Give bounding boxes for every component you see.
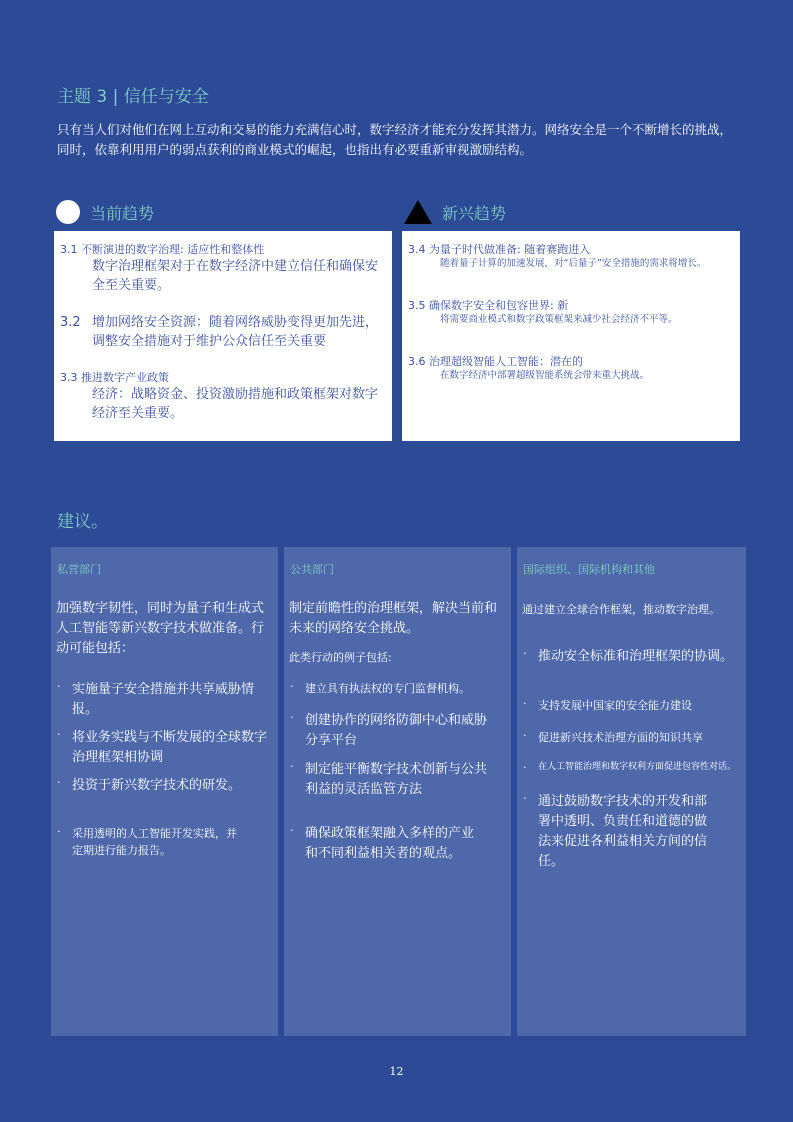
circle-icon — [56, 200, 80, 224]
trend-item-head: 3.4 为量子时代做准备: 随着赛跑进入 — [408, 243, 591, 256]
trend-item — [60, 313, 380, 351]
list-item: · 支持发展中国家的安全能力建设 — [523, 697, 692, 712]
column-heading: 私营部门 — [57, 563, 101, 576]
list-item-text: 将业务实践与不断发展的全球数字治理框架相协调 — [72, 730, 268, 765]
list-item-text: 确保政策框架融入多样的产业和不同利益相关者的观点。 — [305, 826, 475, 861]
current-trends-title: 当前趋势 — [90, 203, 155, 223]
list-item: · 采用透明的人工智能开发实践，并定期进行能力报告。 — [57, 825, 237, 857]
list-item-text: 建立具有执法权的专门监督机构。 — [305, 682, 470, 695]
list-item-text: 实施量子安全措施并共享威胁情报。 — [72, 682, 255, 717]
list-item-text: 创建协作的网络防御中心和威胁分享平台 — [305, 713, 488, 748]
list-item: · 建立具有执法权的专门监督机构。 — [290, 680, 470, 695]
list-item: · 将业务实践与不断发展的全球数字治理框架相协调 — [57, 728, 269, 768]
list-item-text: 推动安全标准和治理框架的协调。 — [538, 649, 734, 664]
list-item: · 制定能平衡数字技术创新与公共利益的灵活监管方法 — [290, 760, 490, 800]
list-item-text: 采用透明的人工智能开发实践，并定期进行能力报告。 — [72, 827, 237, 857]
emerging-trends-header — [404, 200, 506, 224]
trend-item — [408, 241, 726, 271]
column-lead: 加强数字韧性，同时为量子和生成式人工智能等新兴数字技术做准备。行动可能包括： — [56, 601, 265, 656]
list-item: · 推动安全标准和治理框架的协调。 — [523, 647, 737, 667]
list-item-text: 制定能平衡数字技术创新与公共利益的灵活监管方法 — [305, 762, 488, 797]
emerging-trends-panel — [402, 231, 740, 441]
trend-item — [60, 369, 380, 423]
recommendations-title: 建议。 — [57, 512, 108, 532]
list-item: · 确保政策框架融入多样的产业和不同利益相关者的观点。 — [290, 824, 475, 864]
trend-item-head: 3.5 确保数字安全和包容世界: 新 — [408, 299, 569, 312]
trend-item-body: 将需要商业模式和数字政策框架来减少社会经济不平等。 — [440, 314, 678, 325]
list-item-text: 通过鼓励数字技术的开发和部署中透明、负责任和道德的做法来促进各利益相关方间的信任。 — [538, 794, 708, 869]
current-trends-panel — [54, 231, 392, 441]
list-item: · 促进新兴技术治理方面的知识共享 — [523, 729, 703, 744]
theme-title: 主题 3 | 信任与安全 — [57, 87, 209, 107]
list-item: · 通过鼓励数字技术的开发和部署中透明、负责任和道德的做法来促进各利益相关方间的信任。 — [523, 792, 713, 872]
trend-item-head: 3.3 推进数字产业政策 — [60, 371, 169, 384]
page-number: 12 — [389, 1065, 404, 1078]
list-item-text: 投资于新兴数字技术的研发。 — [72, 778, 242, 793]
triangle-icon — [404, 200, 432, 224]
current-trends-header — [56, 200, 154, 224]
column-heading: 公共部门 — [290, 563, 334, 576]
trend-item-head: 3.2 — [60, 315, 81, 330]
theme-intro: 只有当人们对他们在网上互动和交易的能力充满信心时，数字经济才能充分发挥其潜力。网络安全是一个不断增长的挑战，同时，依靠利用用户的弱点获利的商业模式的崛起，也指出有必要重新审视激励结构。 — [57, 122, 733, 157]
trend-item-head: 3.6 治理超级智能人工智能：潜在的 — [408, 355, 583, 368]
column-lead: 制定前瞻性的治理框架，解决当前和未来的网络安全挑战。 — [289, 601, 498, 636]
trend-item-body: 在数字经济中部署超级智能系统会带来重大挑战。 — [440, 370, 650, 381]
recommendation-column-private — [51, 547, 278, 1036]
column-lead: 通过建立全球合作框架，推动数字治理。 — [522, 603, 720, 616]
trend-item — [60, 241, 380, 295]
recommendation-column-public — [284, 547, 511, 1036]
list-item: · 投资于新兴数字技术的研发。 — [57, 776, 269, 796]
list-item: · 创建协作的网络防御中心和威胁分享平台 — [290, 711, 490, 751]
emerging-trends-title: 新兴趋势 — [442, 203, 507, 223]
column-sublead: 此类行动的例子包括: — [289, 651, 392, 664]
list-item: · 实施量子安全措施并共享威胁情报。 — [57, 680, 269, 720]
list-item-text: 促进新兴技术治理方面的知识共享 — [538, 731, 703, 744]
trend-item-body: 数字治理框架对于在数字经济中建立信任和确保安全至关重要。 — [92, 259, 379, 293]
trend-item — [408, 353, 726, 383]
trend-item-body: 增加网络安全资源：随着网络威胁变得更加先进，调整安全措施对于维护公众信任至关重要 — [92, 315, 379, 349]
trend-item-body: 随着量子计算的加速发展，对“后量子”安全措施的需求将增长。 — [440, 258, 707, 269]
list-item-text: 支持发展中国家的安全能力建设 — [538, 699, 692, 712]
list-item-text: 在人工智能治理和数字权利方面促进包容性对话。 — [538, 762, 737, 772]
recommendation-column-international — [517, 547, 746, 1036]
trend-item-head: 3.1 不断演进的数字治理: 适应性和整体性 — [60, 243, 265, 256]
list-item: · 在人工智能治理和数字权利方面促进包容性对话。 — [523, 761, 737, 774]
trend-item — [408, 297, 726, 327]
column-heading: 国际组织、国际机构和其他 — [523, 563, 655, 576]
trend-item-body: 经济：战略资金、投资激励措施和政策框架对数字经济至关重要。 — [92, 387, 379, 421]
